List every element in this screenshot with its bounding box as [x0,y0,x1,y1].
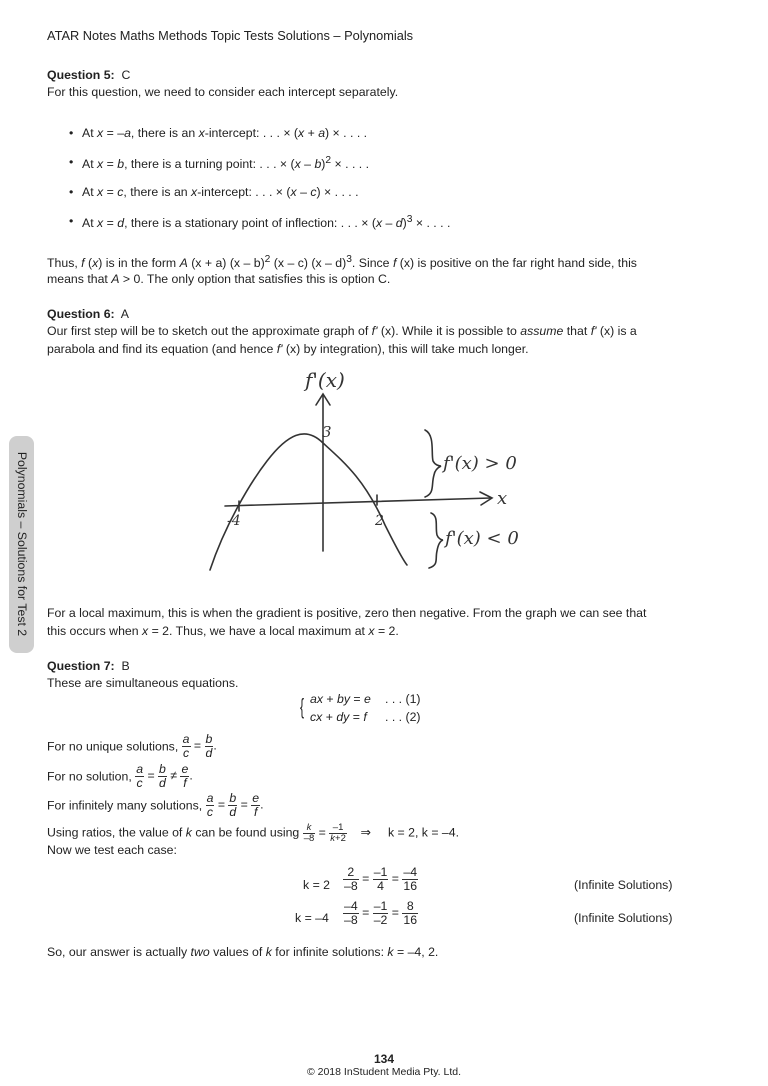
positive-derivative-label: f'(x) > 0 [443,453,517,474]
equation-1: ax + by = e . . . (1) [310,692,421,706]
question-5-heading: Question 5: C [47,68,131,82]
page-header: ATAR Notes Maths Methods Topic Tests Solutions – Polynomials [47,28,414,43]
ratio-line: Using ratios, the value of k can be found using $\frac{k}{-8}$ = $\frac{-1}{k+2}$ ⇒ k = 2, k = –4. [47,822,460,844]
root-left-label: -4 [227,513,241,529]
derivative-graph [195,365,525,580]
brace-positive [425,430,441,497]
question-5-intro: For this question, we need to consider each intercept separately. [47,85,399,99]
question-6-line-1: Our first step will be to sketch out the approximate graph of f' (x). While it is possible to assume that f' (x) is a [47,324,637,338]
question-7-intro: These are simultaneous equations. [47,676,239,690]
copyright: © 2018 InStudent Media Pty. Ltd. [306,1066,462,1078]
question-7-final: So, our answer is actually two values of k for infinite solutions: k = –4, 2. [47,945,439,959]
x-axis-label: x [497,488,508,509]
question-6-line-2: parabola and find its equation (and hence f' (x) by integration), this will take much longer. [47,342,529,356]
question-6-heading: Question 6: A [47,307,129,321]
y-intercept-label: 3 [322,423,332,441]
list-item: • At x = –a, there is an x-intercept: . . . × (x + a) × . . . . [70,126,367,140]
equation-brace: { [300,694,305,719]
y-axis-label: f'(x) [305,368,345,392]
equation-2: cx + dy = f . . . (2) [310,710,421,724]
question-5-conclusion-2: means that A > 0. The only option that satisfies this is option C. [47,272,391,286]
case-2-fractions: $\frac{-4}{-8}$ = $\frac{-1}{-2}$ = $\frac{8}{16}$ [344,899,418,927]
question-6-conclusion-2: this occurs when x = 2. Thus, we have a local maximum at x = 2. [47,624,399,638]
side-tab-label: Polynomials – Solutions for Test 2 [14,451,29,637]
root-right-label: 2 [375,513,384,529]
test-cases-intro: Now we test each case: [47,843,177,857]
case-1-label: k = 2 [303,878,331,892]
no-unique-condition: For no unique solutions, $\frac{a}{c}$ = $\frac{b}{d}$ . [47,732,217,760]
x-axis [225,498,491,506]
list-item: • At x = b, there is a turning point: . . . × (x – b)$^2$ × . . . . [70,155,369,171]
brace-negative [429,513,443,568]
case-2-note: (Infinite Solutions) [574,911,673,925]
list-item: • At x = d, there is a stationary point of inflection: . . . × (x – d)$^3$ × . . . . [70,214,450,230]
question-6-conclusion-1: For a local maximum, this is when the gradient is positive, zero then negative. From the graph we can see that [47,606,647,620]
negative-derivative-label: f'(x) < 0 [445,528,519,549]
question-7-heading: Question 7: B [47,659,130,673]
case-2-label: k = –4 [295,911,329,925]
side-tab [9,436,34,653]
case-1-note: (Infinite Solutions) [574,878,673,892]
no-solution-condition: For no solution, $\frac{a}{c}$ = $\frac{b}{d}$ ≠ $\frac{e}{f}$ . [47,762,193,790]
question-5-conclusion: Thus, f (x) is in the form A (x + a) (x – b)$^2$ (x – c) (x – d)$^3$. Since f (x) is positive on the far right hand side, this [47,254,637,271]
infinite-condition: For infinitely many solutions, $\frac{a}{c}$ = $\frac{b}{d}$ = $\frac{e}{f}$ . [47,791,264,819]
case-1-fractions: $\frac{2}{-8}$ = $\frac{-1}{4}$ = $\frac{-4}{16}$ [344,865,418,893]
list-item: • At x = c, there is an x-intercept: . . . × (x – c) × . . . . [70,185,359,199]
page-number: 134 [373,1052,395,1066]
